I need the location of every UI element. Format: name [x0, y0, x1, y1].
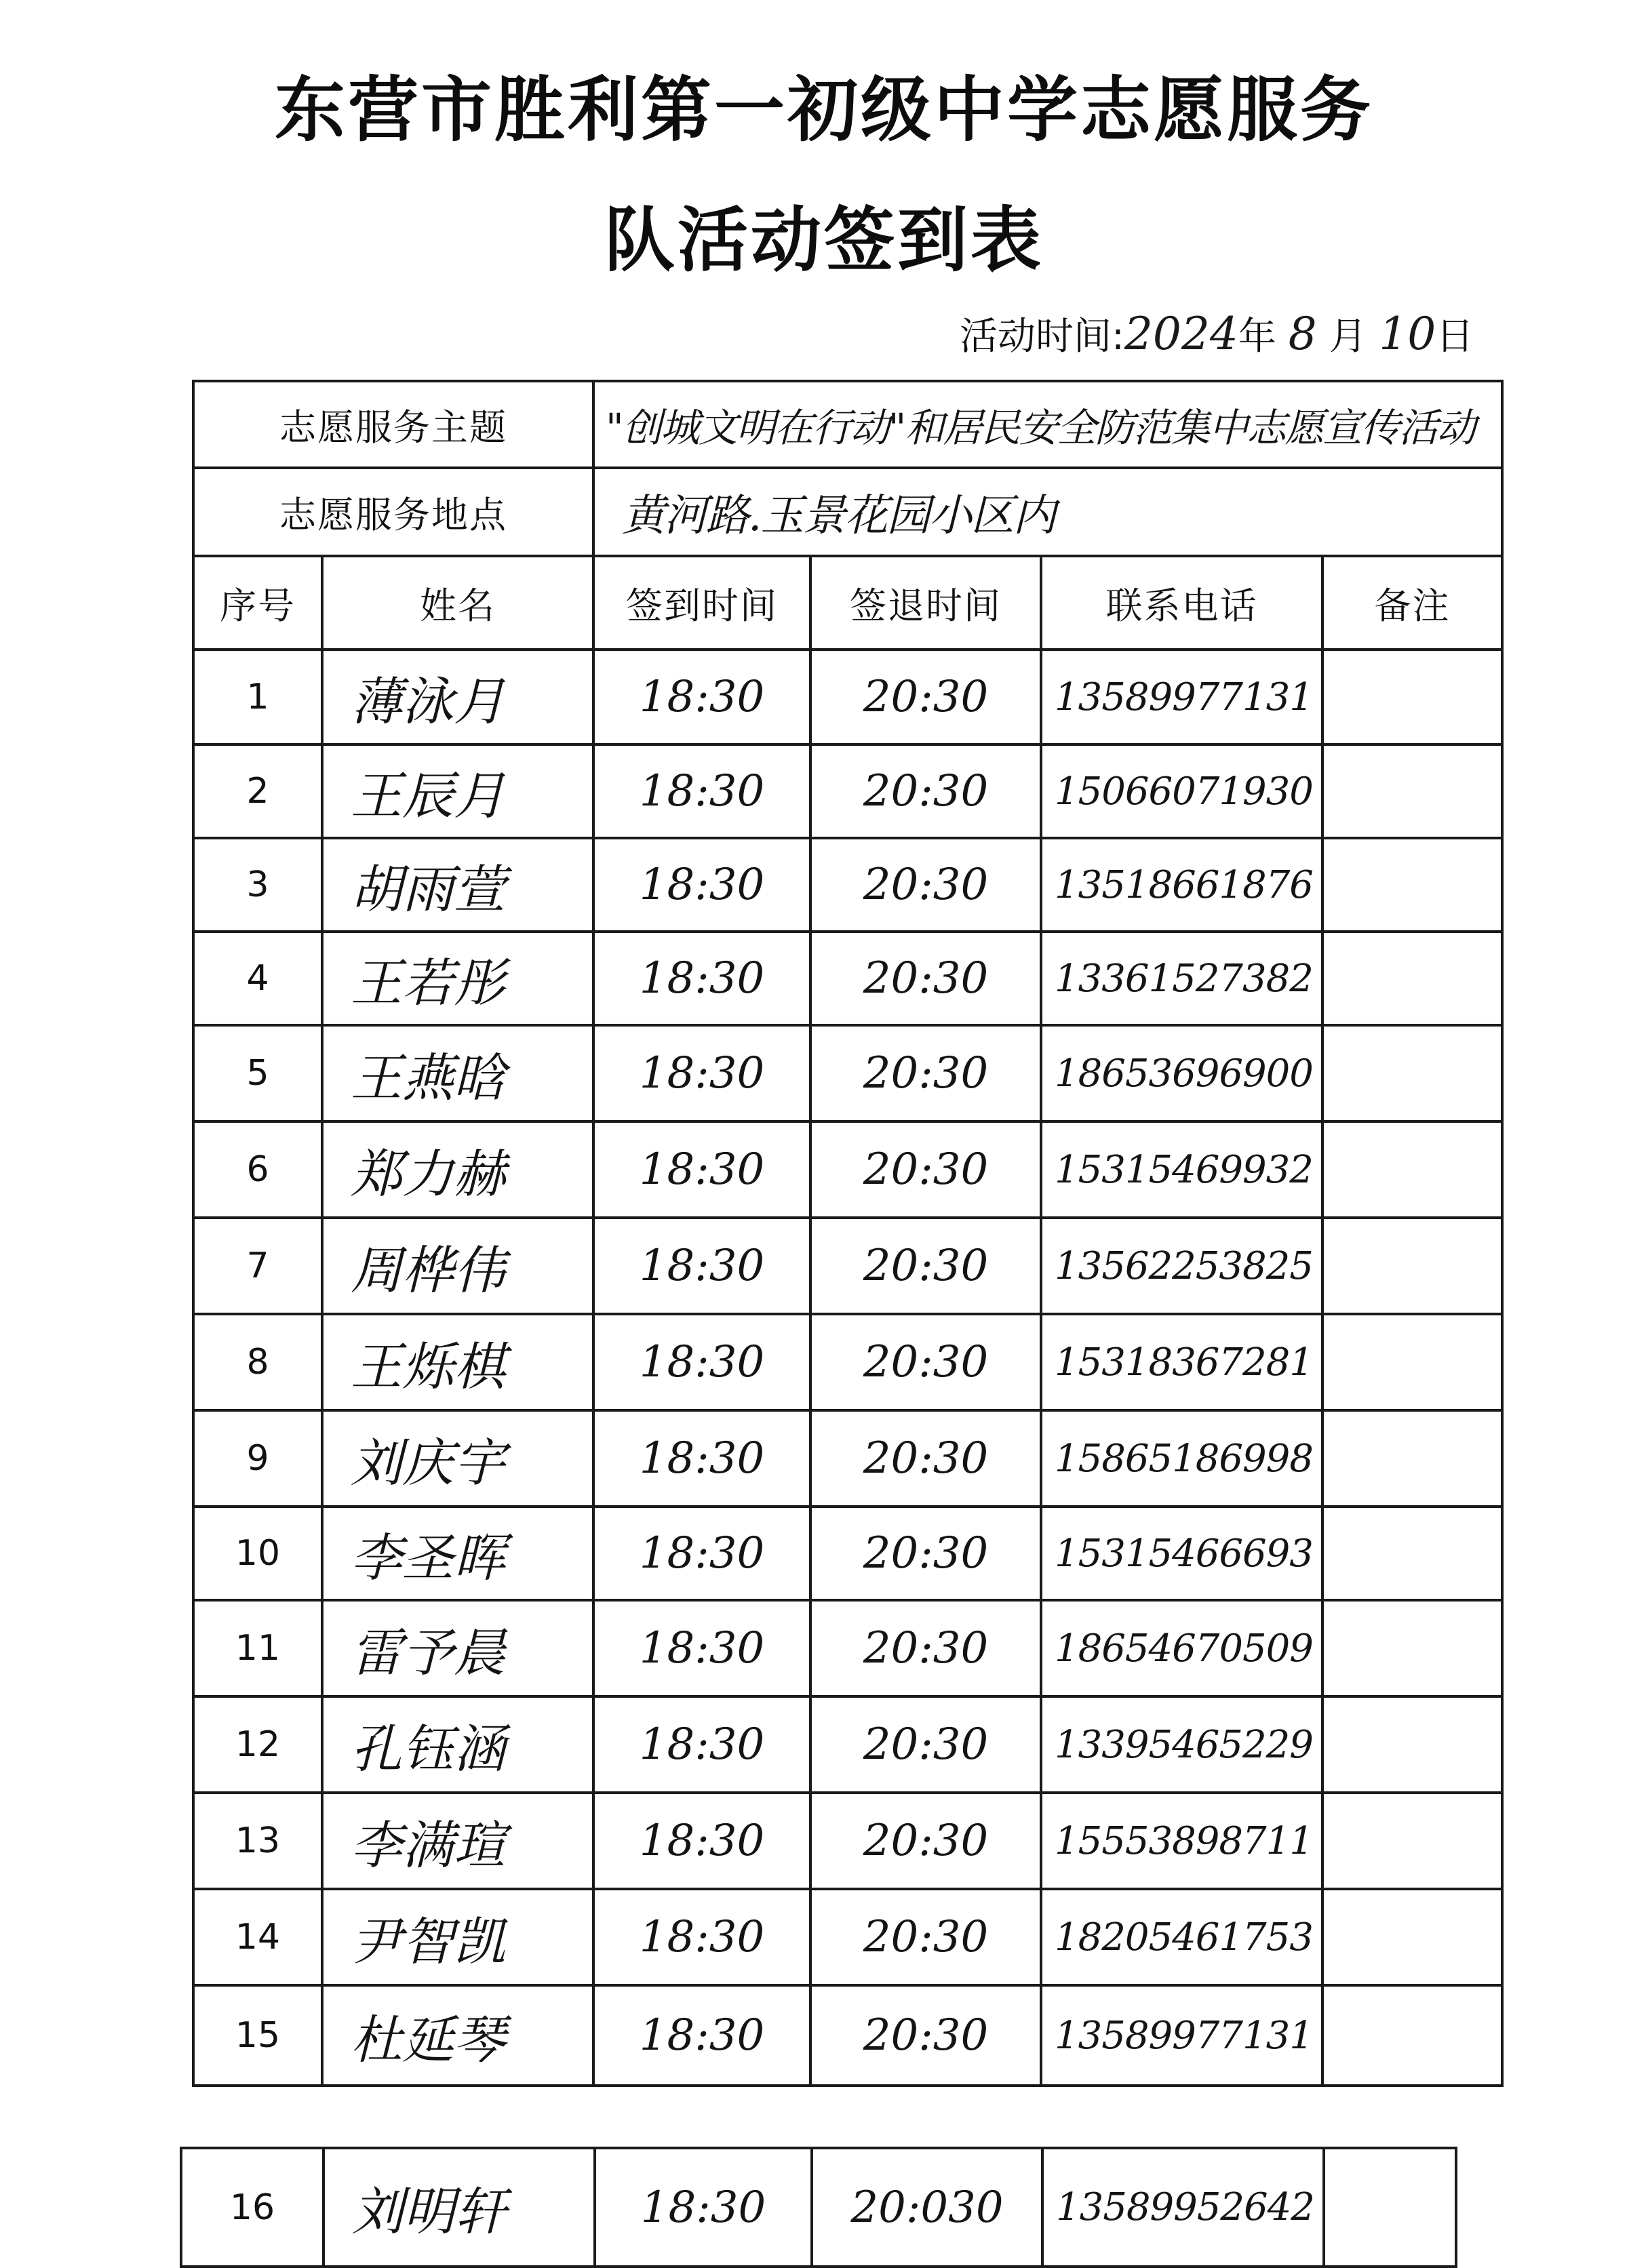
volunteer-name: 王燕晗	[322, 1025, 593, 1121]
table-row	[193, 1600, 1502, 1696]
sign-in-table-continued	[180, 2147, 1457, 2268]
sign-out-time: 20:30	[810, 1218, 1041, 1314]
volunteer-name: 杜延琴	[322, 1985, 593, 2086]
sign-out-time: 20:30	[810, 650, 1041, 744]
date-year: 2024	[1124, 308, 1238, 360]
table-row	[193, 1410, 1502, 1507]
sign-out-time: 20:30	[810, 1696, 1041, 1793]
header-sign-out: 签退时间	[810, 556, 1041, 650]
table-row	[193, 1218, 1502, 1314]
sign-out-time: 20:30	[810, 1985, 1041, 2086]
row-number: 8	[193, 1314, 322, 1410]
note-cell	[1322, 1218, 1502, 1314]
phone-number: 13361527382	[1041, 932, 1322, 1025]
row-number: 5	[193, 1025, 322, 1121]
sign-out-time: 20:30	[810, 932, 1041, 1025]
row-number: 11	[193, 1600, 322, 1696]
phone-number: 15066071930	[1041, 744, 1322, 838]
note-cell	[1322, 1121, 1502, 1218]
location-value: 黄河路.玉景花园小区内	[593, 468, 1502, 556]
row-number: 2	[193, 744, 322, 838]
volunteer-name: 李圣晖	[322, 1507, 593, 1600]
sign-out-time: 20:30	[810, 1889, 1041, 1985]
phone-number: 15315469932	[1041, 1121, 1322, 1218]
sign-in-time: 18:30	[593, 838, 810, 932]
date-day: 10	[1379, 308, 1436, 360]
header-name: 姓名	[322, 556, 593, 650]
phone-number: 15318367281	[1041, 1314, 1322, 1410]
note-cell	[1322, 838, 1502, 932]
volunteer-name: 郑力赫	[322, 1121, 593, 1218]
sign-out-time: 20:30	[810, 1025, 1041, 1121]
table-row	[193, 744, 1502, 838]
note-cell	[1322, 744, 1502, 838]
sign-in-time: 18:30	[593, 1410, 810, 1507]
table-row	[193, 1314, 1502, 1410]
volunteer-name: 王烁棋	[322, 1314, 593, 1410]
sign-out-time: 20:30	[810, 1314, 1041, 1410]
sign-in-time: 18:30	[593, 1314, 810, 1410]
theme-row	[193, 381, 1502, 468]
row-number: 15	[193, 1985, 322, 2086]
phone-number: 18653696900	[1041, 1025, 1322, 1121]
table-row	[193, 1985, 1502, 2086]
sign-in-time: 18:30	[593, 1121, 810, 1218]
note-cell	[1322, 1985, 1502, 2086]
note-cell	[1322, 1600, 1502, 1696]
sign-in-time: 18:30	[593, 1793, 810, 1889]
note-cell	[1322, 1696, 1502, 1793]
row-number: 14	[193, 1889, 322, 1985]
note-cell	[1322, 1507, 1502, 1600]
header-sign-in: 签到时间	[593, 556, 810, 650]
table-row	[193, 1889, 1502, 1985]
note-cell	[1322, 1025, 1502, 1121]
phone-number: 13589952642	[1042, 2148, 1324, 2267]
phone-number: 13589977131	[1041, 650, 1322, 744]
sign-in-time: 18:30	[595, 2148, 812, 2267]
phone-number: 15553898711	[1041, 1793, 1322, 1889]
table-row	[193, 932, 1502, 1025]
sign-out-time: 20:30	[810, 1793, 1041, 1889]
sign-out-time: 20:30	[810, 1121, 1041, 1218]
row-number: 7	[193, 1218, 322, 1314]
phone-number: 18205461753	[1041, 1889, 1322, 1985]
note-cell	[1322, 650, 1502, 744]
header-no: 序号	[193, 556, 322, 650]
note-cell	[1322, 1889, 1502, 1985]
phone-number: 13518661876	[1041, 838, 1322, 932]
sign-in-time: 18:30	[593, 932, 810, 1025]
row-number: 3	[193, 838, 322, 932]
note-cell	[1324, 2148, 1456, 2267]
volunteer-name: 李满瑄	[322, 1793, 593, 1889]
row-number: 10	[193, 1507, 322, 1600]
volunteer-name: 孔钰涵	[322, 1696, 593, 1793]
date-month-unit: 月	[1329, 315, 1367, 359]
sign-out-time: 20:30	[810, 838, 1041, 932]
header-phone: 联系电话	[1041, 556, 1322, 650]
activity-date	[960, 306, 1474, 361]
sign-out-time: 20:30	[810, 1600, 1041, 1696]
sign-in-time: 18:30	[593, 1218, 810, 1314]
note-cell	[1322, 1410, 1502, 1507]
phone-number: 13589977131	[1041, 1985, 1322, 2086]
volunteer-name: 王若彤	[322, 932, 593, 1025]
row-number: 6	[193, 1121, 322, 1218]
phone-number: 13395465229	[1041, 1696, 1322, 1793]
row-number: 4	[193, 932, 322, 1025]
table-row	[193, 650, 1502, 744]
volunteer-name: 胡雨萱	[322, 838, 593, 932]
row-number: 1	[193, 650, 322, 744]
sign-in-time: 18:30	[593, 1025, 810, 1121]
date-label: 活动时间:	[960, 315, 1124, 359]
volunteer-name: 王辰月	[322, 744, 593, 838]
date-month: 8	[1288, 308, 1317, 360]
sign-out-time: 20:30	[810, 1410, 1041, 1507]
phone-number: 18654670509	[1041, 1600, 1322, 1696]
phone-number: 15315466693	[1041, 1507, 1322, 1600]
note-cell	[1322, 1793, 1502, 1889]
sign-in-time: 18:30	[593, 1889, 810, 1985]
row-number: 12	[193, 1696, 322, 1793]
table-row	[181, 2148, 1456, 2267]
volunteer-name: 刘庆宇	[322, 1410, 593, 1507]
sign-in-time: 18:30	[593, 1600, 810, 1696]
table-row	[193, 838, 1502, 932]
row-number: 16	[181, 2148, 323, 2267]
table-row	[193, 1507, 1502, 1600]
row-number: 9	[193, 1410, 322, 1507]
document-title-line1: 东营市胜利第一初级中学志愿服务	[274, 68, 1373, 151]
date-year-unit: 年	[1238, 315, 1276, 359]
volunteer-name: 薄泳月	[322, 650, 593, 744]
sign-out-time: 20:030	[812, 2148, 1042, 2267]
location-row	[193, 468, 1502, 556]
sign-out-time: 20:30	[810, 1507, 1041, 1600]
volunteer-name: 雷予晨	[322, 1600, 593, 1696]
date-day-unit: 日	[1436, 315, 1474, 359]
table-row	[193, 1025, 1502, 1121]
volunteer-name: 周桦伟	[322, 1218, 593, 1314]
header-note: 备注	[1322, 556, 1502, 650]
sign-in-time: 18:30	[593, 1696, 810, 1793]
note-cell	[1322, 1314, 1502, 1410]
location-label: 志愿服务地点	[193, 468, 593, 556]
phone-number: 13562253825	[1041, 1218, 1322, 1314]
table-row	[193, 1793, 1502, 1889]
table-row	[193, 1121, 1502, 1218]
sign-in-time: 18:30	[593, 1985, 810, 2086]
phone-number: 15865186998	[1041, 1410, 1322, 1507]
sign-in-time: 18:30	[593, 650, 810, 744]
document-title-line2: 队活动签到表	[604, 199, 1044, 281]
sign-out-time: 20:30	[810, 744, 1041, 838]
header-row	[193, 556, 1502, 650]
theme-label: 志愿服务主题	[193, 381, 593, 468]
row-number: 13	[193, 1793, 322, 1889]
volunteer-name: 尹智凯	[322, 1889, 593, 1985]
volunteer-name: 刘明轩	[323, 2148, 595, 2267]
table-row	[193, 1696, 1502, 1793]
sign-in-table	[192, 380, 1504, 2087]
note-cell	[1322, 932, 1502, 1025]
sign-in-time: 18:30	[593, 1507, 810, 1600]
theme-value: "创城文明在行动"和居民安全防范集中志愿宣传活动	[593, 381, 1502, 468]
sign-in-time: 18:30	[593, 744, 810, 838]
